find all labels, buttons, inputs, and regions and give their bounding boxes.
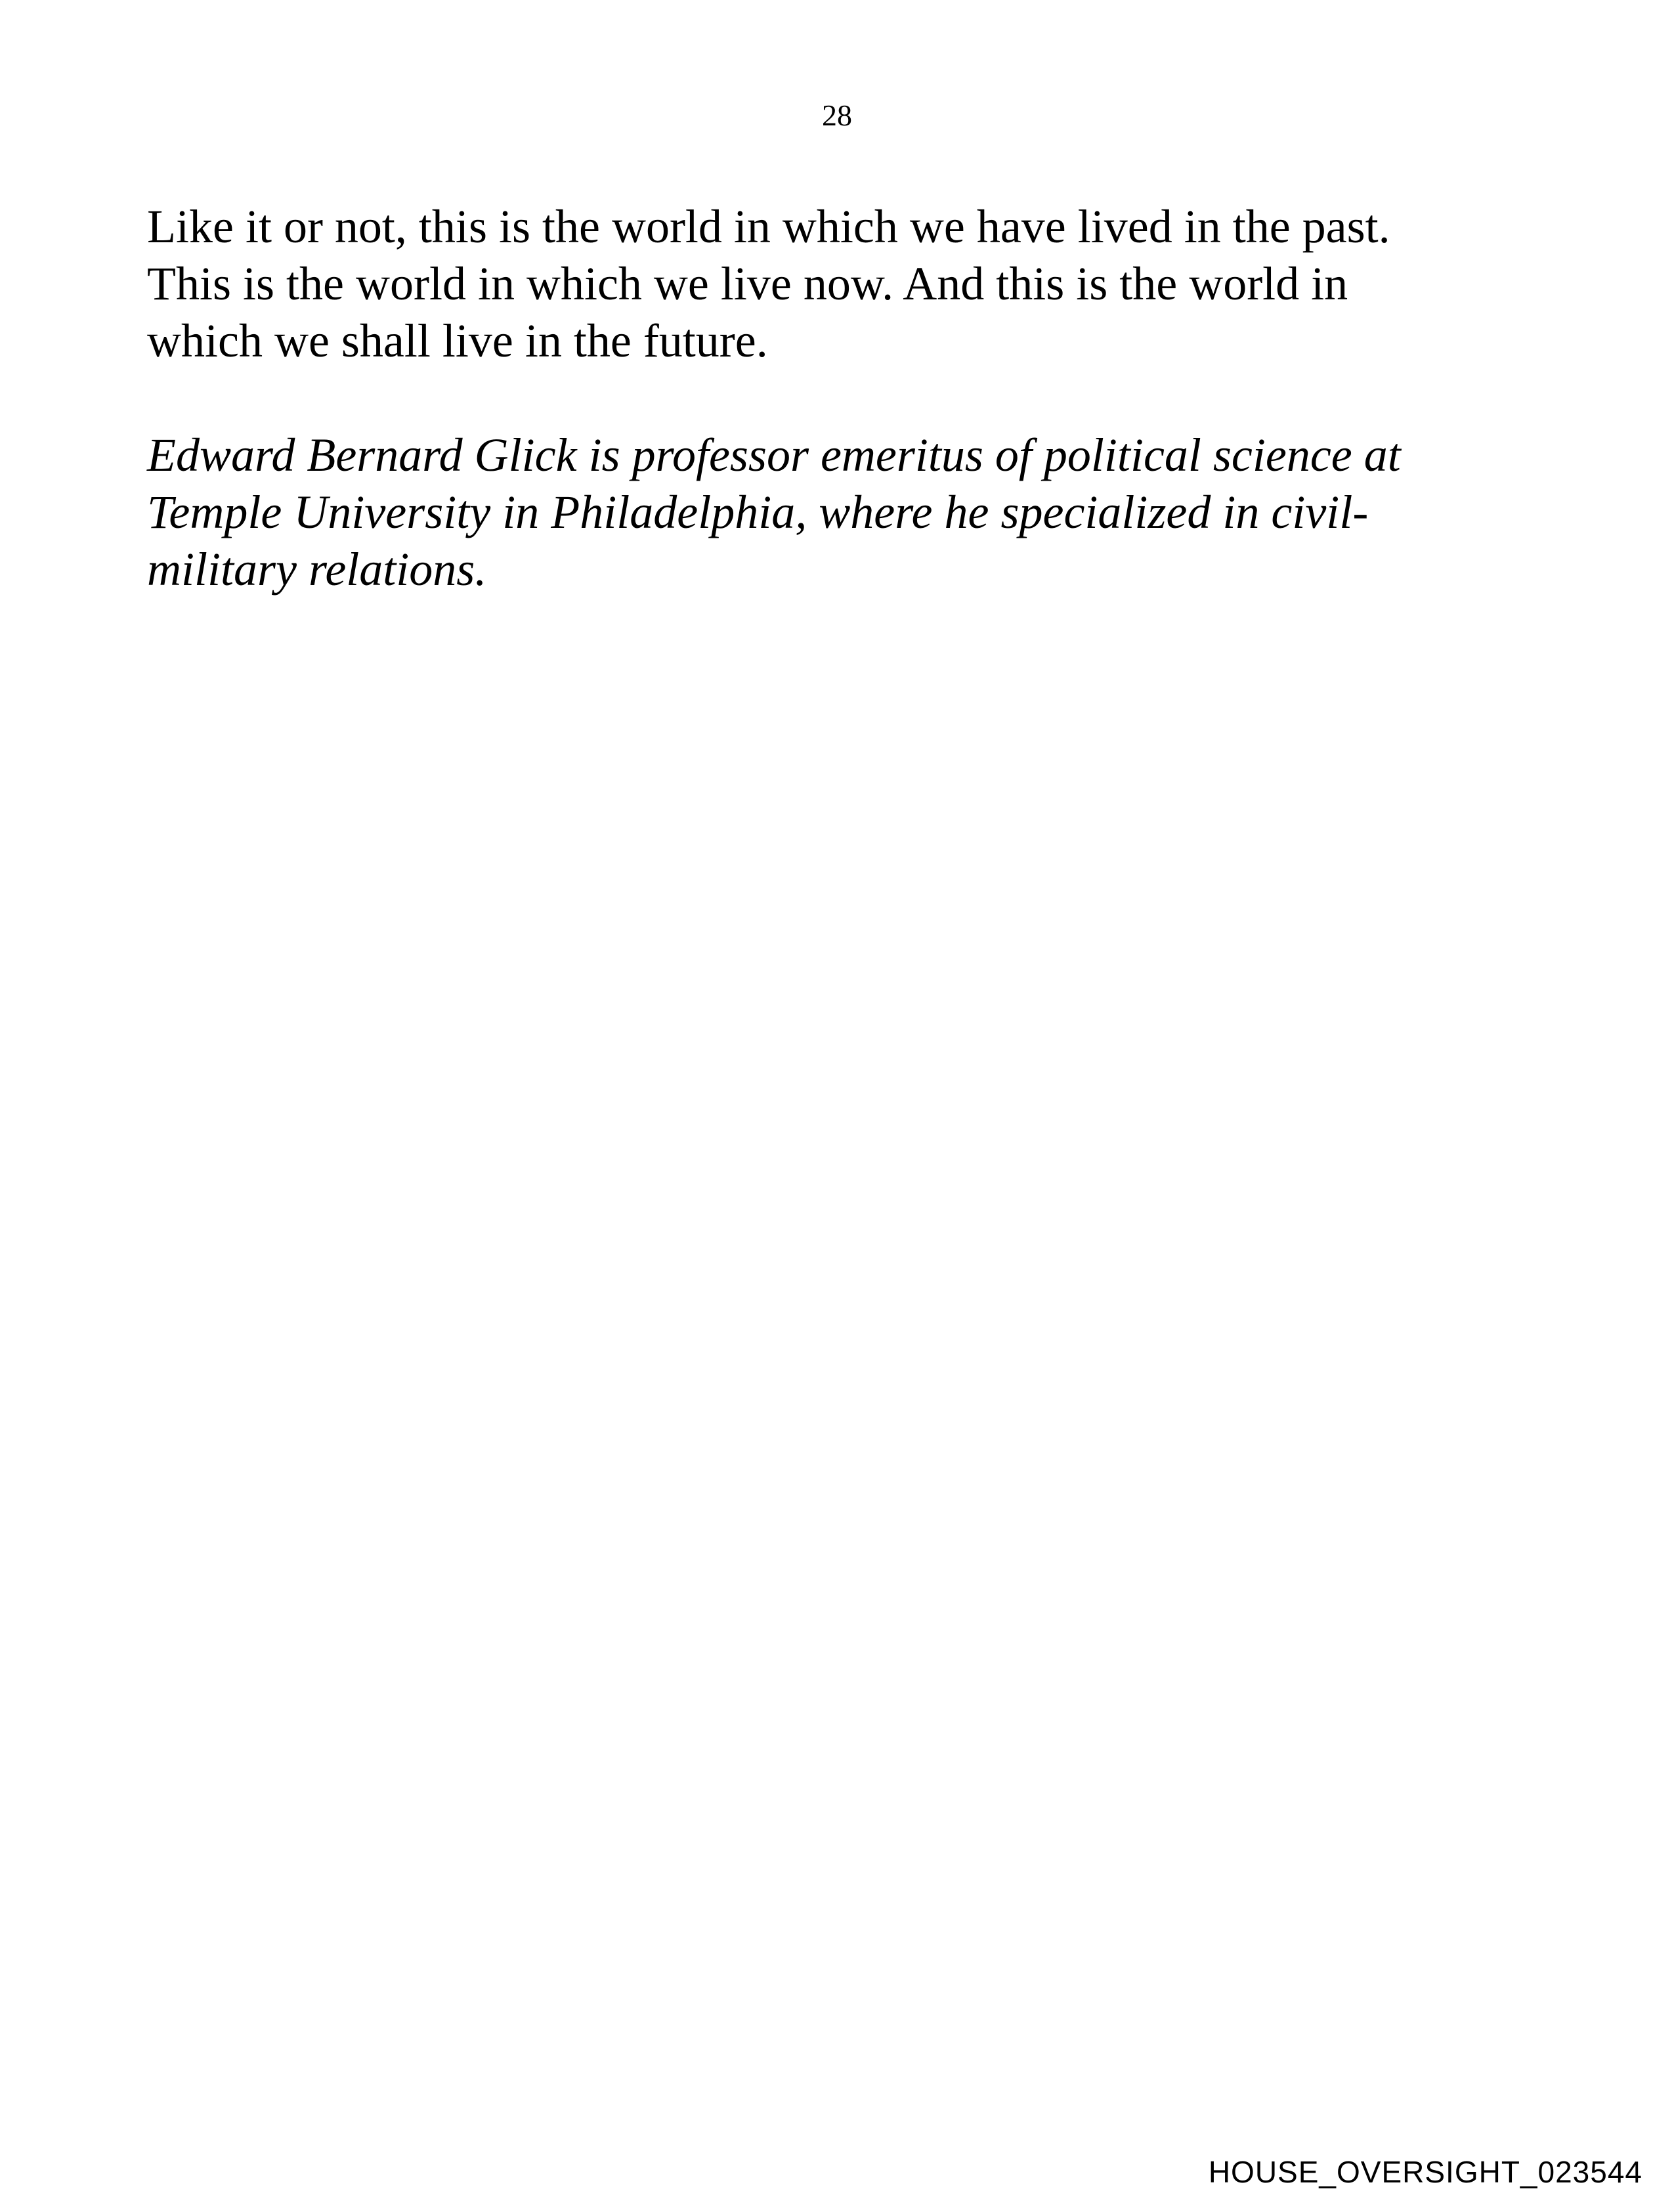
- paragraph-line: This is the world in which we live now. And this is the world in: [147, 257, 1348, 310]
- closing-paragraph: [147, 198, 1513, 370]
- paragraph-line: which we shall live in the future.: [147, 314, 768, 367]
- page-number: 28: [822, 98, 852, 132]
- bates-number: HOUSE_OVERSIGHT_023544: [1208, 2155, 1642, 2189]
- author-bio: [147, 427, 1513, 598]
- paragraph-line: Temple University in Philadelphia, where he specialized in civil-: [147, 486, 1369, 538]
- paragraph-line: military relations.: [147, 543, 487, 596]
- paragraph-line: Edward Bernard Glick is professor emeritus of political science at: [147, 429, 1401, 481]
- paragraph-line: Like it or not, this is the world in which we have lived in the past.: [147, 200, 1390, 253]
